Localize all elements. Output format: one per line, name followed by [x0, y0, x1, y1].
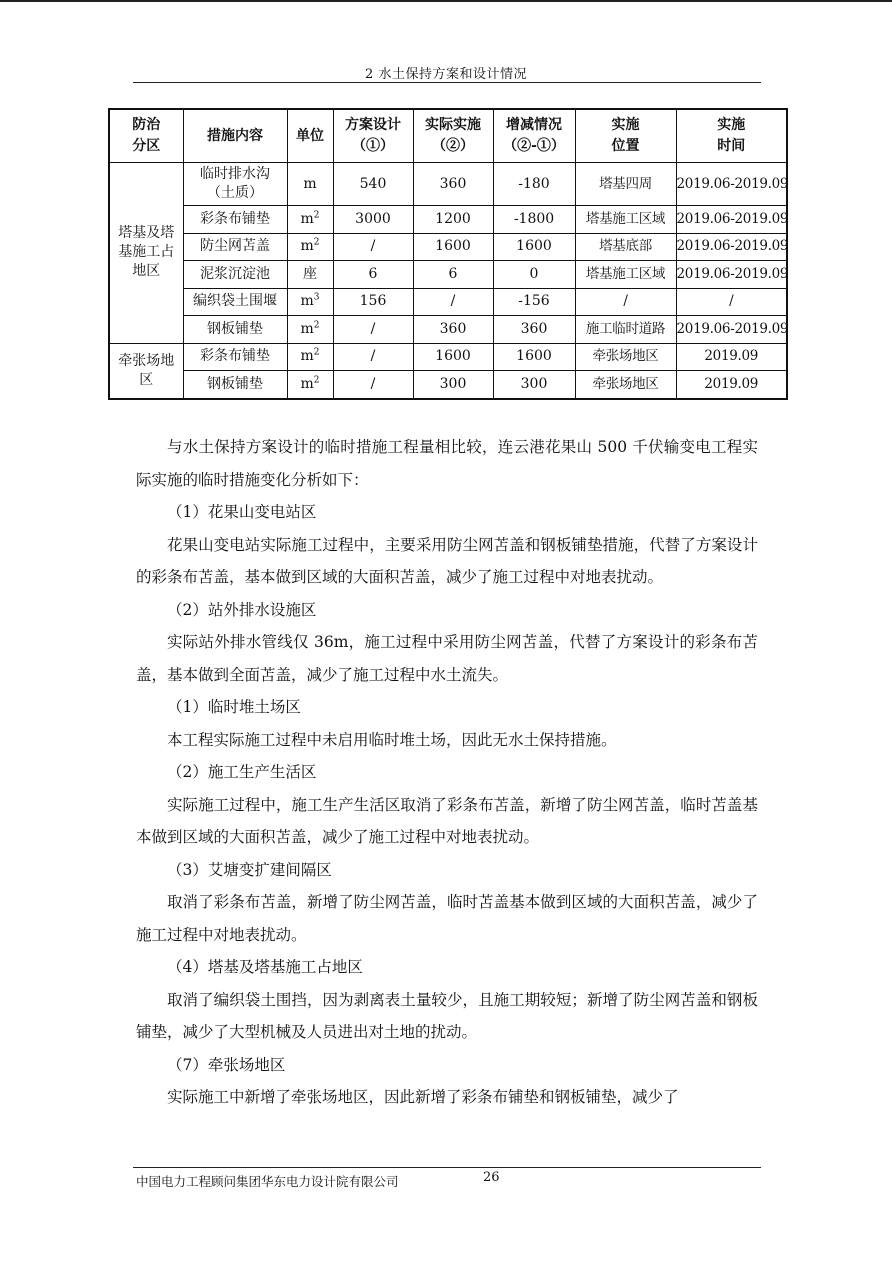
- unit-base: m: [300, 210, 314, 227]
- analysis-text: [136, 431, 758, 1114]
- time-cell: 2019.06-2019.09: [676, 316, 787, 344]
- section-heading: （2）施工生产生活区: [167, 763, 317, 781]
- header-rule: [133, 82, 761, 83]
- header-measure: 措施内容: [183, 109, 287, 163]
- measure-line: 彩条布铺垫: [200, 348, 270, 365]
- paragraph: 花果山变电站实际施工过程中，主要采用防尘网苫盖和钢板铺垫措施，代替了方案设计的彩条布苫盖，基本做到区域的大面积苫盖，减少了施工过程中对地表扰动。: [136, 535, 758, 586]
- table-row: [109, 163, 787, 206]
- temporary-measures-table: [108, 108, 788, 400]
- header-time: [676, 109, 787, 163]
- footer-rule: [133, 1167, 761, 1168]
- page-number: 26: [483, 1170, 500, 1185]
- header-actual-line1: 实际实施: [425, 117, 481, 133]
- header-location: [575, 109, 676, 163]
- paragraph: 取消了编织袋土围挡，因为剥离表土量较少，且施工期较短；新增了防尘网苫盖和钢板铺垫，减少了大型机械及人员进出对土地的扰动。: [136, 990, 758, 1041]
- unit-cell: [287, 343, 333, 371]
- header-location-line2: 位置: [611, 138, 640, 154]
- header-area-line1: 防治: [132, 117, 161, 133]
- location-cell: 塔基施工区域: [575, 206, 676, 234]
- unit-exponent: 2: [313, 210, 320, 221]
- header-area-line2: 分区: [132, 138, 161, 154]
- area-line: 区: [139, 371, 154, 388]
- table-row: [109, 371, 787, 399]
- actual-cell: 1600: [413, 343, 493, 371]
- location-cell: 牵张场地区: [575, 343, 676, 371]
- unit-cell: [287, 316, 333, 344]
- unit-cell: [287, 261, 333, 289]
- unit-base: m: [300, 238, 314, 255]
- change-cell: 1600: [493, 233, 575, 261]
- measure-line: 编织袋土围堰: [193, 293, 277, 310]
- area-line: 地区: [132, 263, 161, 280]
- paragraph: 与水土保持方案设计的临时措施工程量相比较，连云港花果山 500 千伏输变电工程实际实施的临时措施变化分析如下：: [136, 438, 758, 489]
- measure-cell: [183, 233, 287, 261]
- unit-exponent: 2: [313, 347, 320, 358]
- actual-cell: 300: [413, 371, 493, 399]
- table-row: [109, 233, 787, 261]
- unit-base: 座: [303, 265, 317, 282]
- header-actual-line2: （②）: [432, 138, 474, 154]
- header-change-line1: 增减情况: [506, 117, 562, 133]
- table-header-row: [109, 109, 787, 163]
- measure-line: 钢板铺垫: [207, 320, 263, 337]
- area-cell: [109, 163, 183, 344]
- header-area: [109, 109, 183, 163]
- measure-line: （土质）: [207, 185, 263, 201]
- paragraph: 实际施工过程中，施工生产生活区取消了彩条布苫盖，新增了防尘网苫盖，临时苫盖基本做到区域的大面积苫盖，减少了施工过程中对地表扰动。: [136, 795, 758, 846]
- measure-cell: [183, 288, 287, 316]
- running-header-title: 2 水土保持方案和设计情况: [365, 67, 527, 82]
- unit-base: m: [300, 320, 314, 337]
- plan-cell: /: [333, 371, 413, 399]
- plan-cell: 540: [333, 163, 413, 206]
- measure-line: 钢板铺垫: [207, 375, 263, 392]
- header-change: [493, 109, 575, 163]
- header-unit: 单位: [287, 109, 333, 163]
- header-plan: [333, 109, 413, 163]
- plan-cell: 3000: [333, 206, 413, 234]
- table-body: [109, 163, 787, 399]
- measure-line: 临时排水沟: [200, 166, 270, 182]
- area-cell: [109, 343, 183, 399]
- time-cell: 2019.06-2019.09: [676, 261, 787, 289]
- measure-cell: [183, 371, 287, 399]
- change-cell: 360: [493, 316, 575, 344]
- location-cell: 塔基四周: [575, 163, 676, 206]
- table-row: [109, 316, 787, 344]
- measure-cell: [183, 206, 287, 234]
- time-cell: 2019.09: [676, 371, 787, 399]
- unit-base: m: [300, 293, 314, 310]
- header-actual: [413, 109, 493, 163]
- measure-cell: [183, 343, 287, 371]
- time-cell: 2019.06-2019.09: [676, 233, 787, 261]
- actual-cell: 360: [413, 316, 493, 344]
- plan-cell: /: [333, 343, 413, 371]
- unit-cell: [287, 233, 333, 261]
- paragraph: 本工程实际施工过程中未启用临时堆土场，因此无水土保持措施。: [167, 730, 617, 749]
- table-row: [109, 261, 787, 289]
- header-time-line1: 实施: [717, 117, 746, 133]
- paragraph: 取消了彩条布苫盖，新增了防尘网苫盖，临时苫盖基本做到区域的大面积苫盖，减少了施工过程中对地表扰动。: [136, 893, 758, 944]
- change-cell: 300: [493, 371, 575, 399]
- location-cell: 牵张场地区: [575, 371, 676, 399]
- section-heading: （4）塔基及塔基施工占地区: [167, 958, 363, 976]
- measure-line: 防尘网苫盖: [200, 238, 270, 255]
- table-row: [109, 288, 787, 316]
- section-heading: （7）牵张场地区: [167, 1055, 286, 1074]
- section-heading: （3）艾塘变扩建间隔区: [167, 860, 332, 879]
- unit-cell: [287, 371, 333, 399]
- actual-cell: 360: [413, 163, 493, 206]
- table-row: [109, 206, 787, 234]
- actual-cell: /: [413, 288, 493, 316]
- measure-cell: [183, 163, 287, 206]
- change-cell: 1600: [493, 343, 575, 371]
- unit-exponent: 2: [313, 375, 320, 386]
- change-cell: -180: [493, 163, 575, 206]
- actual-cell: 6: [413, 261, 493, 289]
- location-cell: /: [575, 288, 676, 316]
- change-cell: 0: [493, 261, 575, 289]
- unit-base: m: [300, 375, 314, 392]
- location-cell: 塔基施工区域: [575, 261, 676, 289]
- paragraph: 实际站外排水管线仅 36m，施工过程中采用防尘网苫盖，代替了方案设计的彩条布苫盖，基本做到全面苫盖，减少了施工过程中水土流失。: [136, 633, 758, 684]
- time-cell: /: [676, 288, 787, 316]
- actual-cell: 1200: [413, 206, 493, 234]
- section-heading: （1）花果山变电站区: [167, 503, 317, 521]
- area-line: 塔基及塔: [118, 225, 175, 242]
- table-row: [109, 343, 787, 371]
- unit-cell: [287, 163, 333, 206]
- area-line: 牵张场地: [118, 352, 175, 369]
- unit-base: m: [303, 175, 317, 192]
- unit-exponent: 3: [313, 292, 320, 303]
- unit-exponent: 2: [313, 320, 320, 331]
- paragraph: 实际施工中新增了牵张场地区，因此新增了彩条布铺垫和钢板铺垫，减少了: [167, 1088, 679, 1106]
- change-cell: -1800: [493, 206, 575, 234]
- unit-exponent: 2: [313, 237, 320, 248]
- top-border-rule: [0, 0, 892, 2]
- header-time-line2: 时间: [717, 138, 746, 154]
- actual-cell: 1600: [413, 233, 493, 261]
- time-cell: 2019.09: [676, 343, 787, 371]
- header-plan-line1: 方案设计: [345, 117, 401, 133]
- unit-cell: [287, 206, 333, 234]
- measure-line: 彩条布铺垫: [200, 210, 270, 227]
- plan-cell: 156: [333, 288, 413, 316]
- measure-line: 泥浆沉淀池: [200, 265, 270, 282]
- section-heading: （1）临时堆土场区: [167, 698, 301, 716]
- measure-cell: [183, 261, 287, 289]
- measure-cell: [183, 316, 287, 344]
- area-line: 基施工占: [118, 244, 175, 261]
- footer-company: 中国电力工程顾问集团华东电力设计院有限公司: [136, 1174, 399, 1189]
- time-cell: 2019.06-2019.09: [676, 163, 787, 206]
- plan-cell: /: [333, 316, 413, 344]
- unit-base: m: [300, 348, 314, 365]
- header-location-line1: 实施: [611, 117, 640, 133]
- location-cell: 施工临时道路: [575, 316, 676, 344]
- plan-cell: /: [333, 233, 413, 261]
- header-change-line2: （②-①）: [503, 138, 565, 154]
- header-plan-line2: （①）: [352, 138, 394, 154]
- location-cell: 塔基底部: [575, 233, 676, 261]
- change-cell: -156: [493, 288, 575, 316]
- plan-cell: 6: [333, 261, 413, 289]
- unit-cell: [287, 288, 333, 316]
- section-heading: （2）站外排水设施区: [167, 600, 317, 619]
- time-cell: 2019.06-2019.09: [676, 206, 787, 234]
